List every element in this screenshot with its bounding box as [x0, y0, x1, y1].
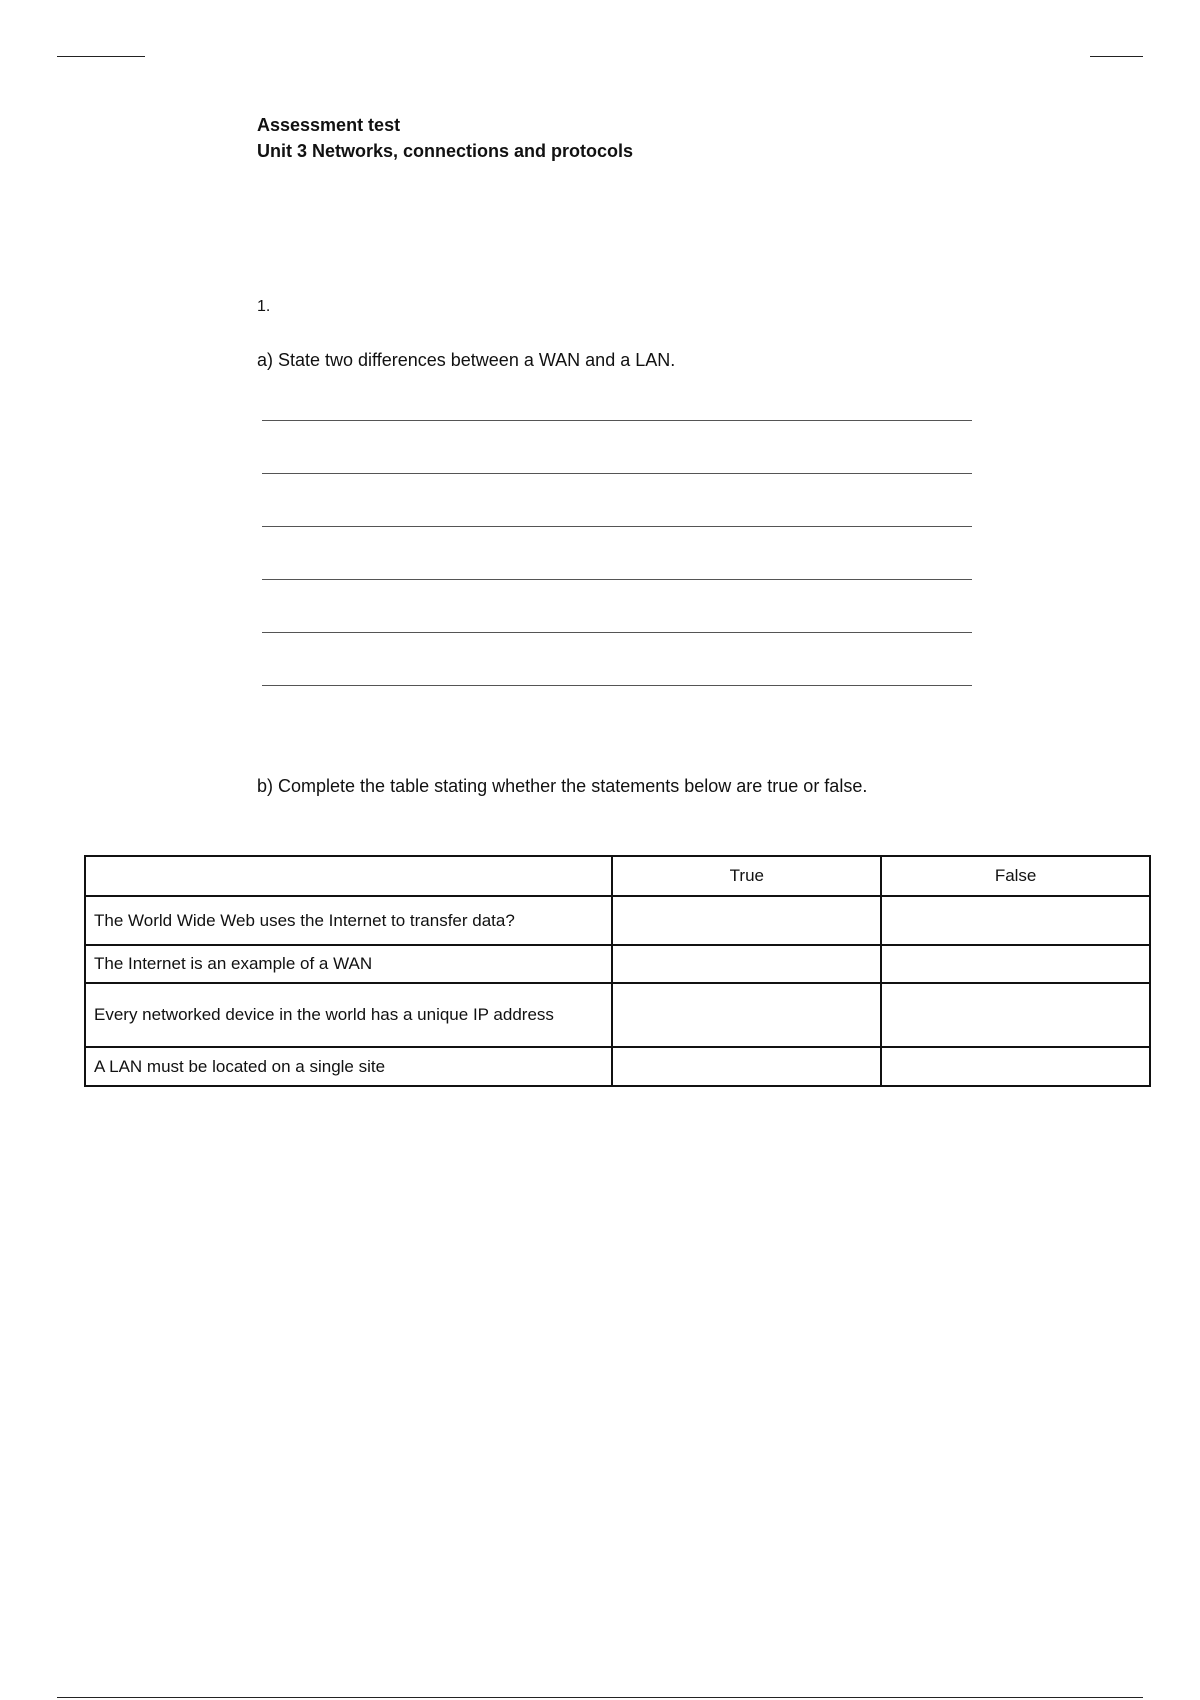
answer-line[interactable]: [262, 526, 972, 527]
statement-cell: Every networked device in the world has a unique IP address: [85, 983, 612, 1047]
table-row: [85, 983, 1150, 1047]
question-part-b: b) Complete the table stating whether the statements below are true or false.: [257, 776, 868, 796]
table-row: [85, 1047, 1150, 1086]
header-statement: [85, 856, 612, 896]
true-answer-cell[interactable]: [612, 945, 881, 983]
question-number: 1.: [257, 298, 271, 315]
answer-line[interactable]: [262, 685, 972, 686]
answer-lines: [262, 420, 972, 738]
answer-line[interactable]: [262, 420, 972, 421]
false-answer-cell[interactable]: [881, 896, 1150, 945]
statement-cell: The Internet is an example of a WAN: [85, 945, 612, 983]
top-left-rule: [57, 56, 145, 57]
false-answer-cell[interactable]: [881, 1047, 1150, 1086]
answer-line[interactable]: [262, 473, 972, 474]
false-answer-cell[interactable]: [881, 945, 1150, 983]
true-false-table: [84, 855, 1151, 1087]
document-header: [257, 112, 633, 164]
table-header-row: [85, 856, 1150, 896]
answer-line[interactable]: [262, 579, 972, 580]
true-answer-cell[interactable]: [612, 896, 881, 945]
question-part-a: a) State two differences between a WAN and a LAN.: [257, 350, 676, 370]
table-row: [85, 896, 1150, 945]
true-answer-cell[interactable]: [612, 983, 881, 1047]
answer-line[interactable]: [262, 632, 972, 633]
true-answer-cell[interactable]: [612, 1047, 881, 1086]
document-title: Assessment test: [257, 115, 401, 135]
table-row: [85, 945, 1150, 983]
statement-cell: A LAN must be located on a single site: [85, 1047, 612, 1086]
document-subtitle: Unit 3 Networks, connections and protocols: [257, 141, 634, 161]
top-right-rule: [1090, 56, 1143, 57]
statement-cell: The World Wide Web uses the Internet to transfer data?: [85, 896, 612, 945]
header-true: True: [612, 856, 881, 896]
header-false: False: [881, 856, 1150, 896]
footer-rule: [57, 1697, 1143, 1698]
false-answer-cell[interactable]: [881, 983, 1150, 1047]
